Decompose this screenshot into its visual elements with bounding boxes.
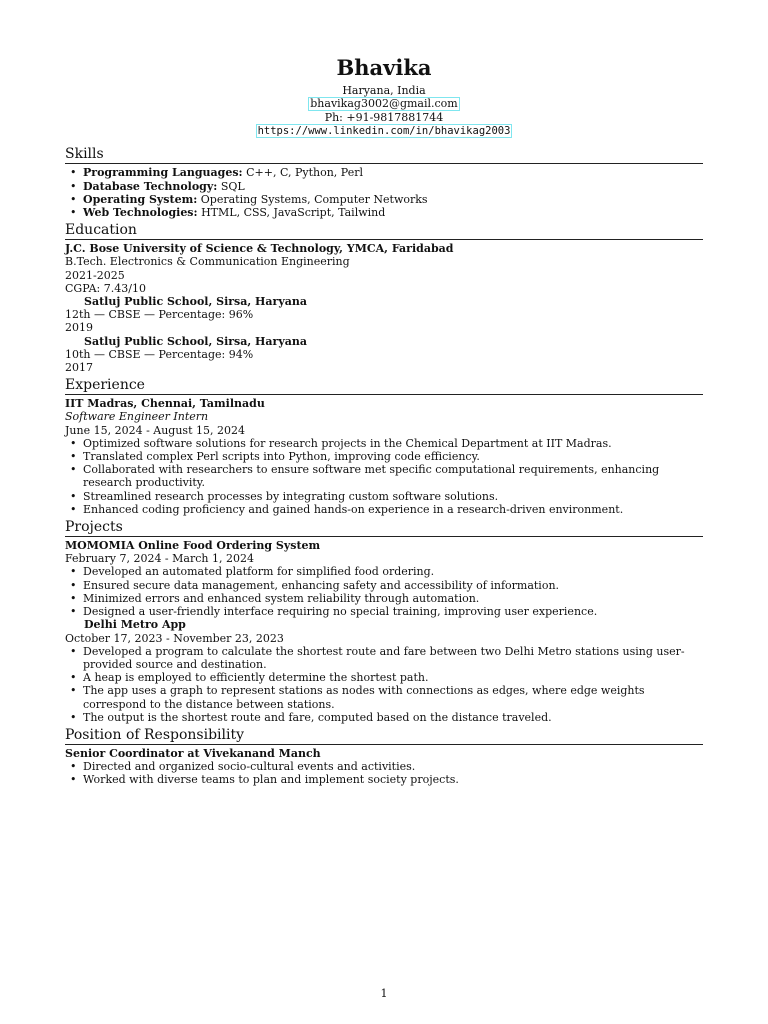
experience-bullets [65,437,703,516]
list-item [65,166,703,179]
degree: B.Tech. Electronics & Communication Engineering [65,255,350,269]
company-name: IIT Madras, Chennai, Tamilnadu [65,397,265,411]
job-role: Software Engineer Intern [65,410,209,424]
linkedin-link[interactable]: https://www.linkedin.com/in/bhavikag2003 [257,125,511,138]
job-dates: June 15, 2024 - August 15, 2024 [65,423,245,437]
skill-value: Operating Systems, Computer Networks [197,192,428,206]
responsibility-bullets [65,760,703,786]
responsibility-role: Senior Coordinator at Vivekanand Manch [65,746,321,760]
list-item: • Minimized errors and enhanced system reliability through automation. [65,592,703,605]
list-item [65,193,703,206]
skill-label: Operating System: [83,192,198,206]
page-number: 1 [380,987,388,1000]
project-bullets [65,565,703,618]
education-entry [65,335,703,375]
list-item: • The app uses a graph to represent stations as nodes with connections as edges, where edge weights correspond to the distance between stations. [65,684,703,710]
skill-label: Web Technologies: [83,206,198,220]
skills-list [65,166,703,219]
skill-value: HTML, CSS, JavaScript, Tailwind [197,206,386,220]
email-link[interactable]: bhavikag3002@gmail.com [310,97,458,111]
list-item: • Translated complex Perl scripts into Python, improving code efficiency. [65,450,703,463]
skill-label: Programming Languages: [83,166,243,180]
skill-value: C++, C, Python, Perl [242,166,363,180]
list-item: • Streamlined research processes by integrating custom software solutions. [65,490,703,503]
experience-heading: Experience [65,377,703,395]
skill-label: Database Technology: [83,179,218,193]
years: 2021-2025 [65,268,125,282]
cgpa: CGPA: 7.43/10 [65,281,146,295]
project-dates: October 17, 2023 - November 23, 2023 [65,631,284,645]
skill-value: SQL [217,179,245,193]
phone: Ph: +91-9817881744 [324,111,444,125]
list-item: • Optimized software solutions for research projects in the Chemical Department at IIT Madras. [65,437,703,450]
list-item [65,180,703,193]
resume-body [65,56,703,787]
list-item: • Developed a program to calculate the shortest route and fare between two Delhi Metro stations using user-provided source and destination. [65,645,703,671]
grade: 10th — CBSE — Percentage: 94% [65,347,254,361]
list-item: • Collaborated with researchers to ensure software met specific computational requirements, enhancing research productivity. [65,463,703,489]
list-item: • The output is the shortest route and fare, computed based on the distance traveled. [65,711,703,724]
list-item: • Enhanced coding proficiency and gained hands-on experience in a research-driven environment. [65,503,703,516]
education-heading: Education [65,222,703,240]
header [65,56,703,138]
project-bullets [65,645,703,724]
school-name: Satluj Public School, Sirsa, Haryana [84,295,307,309]
responsibility-heading: Position of Responsibility [65,727,703,745]
list-item: • A heap is employed to efficiently determine the shortest path. [65,671,703,684]
project-name: MOMOMIA Online Food Ordering System [65,539,321,553]
education-entry [65,295,703,335]
candidate-name: Bhavika [336,55,432,80]
skills-heading: Skills [65,146,703,164]
school-name: Satluj Public School, Sirsa, Haryana [84,334,307,348]
list-item: • Ensured secure data management, enhancing safety and accessibility of information. [65,579,703,592]
projects-heading: Projects [65,519,703,537]
education-entry [65,242,703,295]
list-item: • Developed an automated platform for simplified food ordering. [65,565,703,578]
location: Haryana, India [342,84,426,97]
project-name: Delhi Metro App [84,618,186,632]
list-item: • Directed and organized socio-cultural events and activities. [65,760,703,773]
year: 2019 [65,321,93,335]
project-dates: February 7, 2024 - March 1, 2024 [65,552,254,566]
list-item: • Worked with diverse teams to plan and implement society projects. [65,773,703,786]
year: 2017 [65,361,93,375]
list-item [65,206,703,219]
school-name: J.C. Bose University of Science & Technology, YMCA, Faridabad [65,242,454,256]
list-item: • Designed a user-friendly interface requiring no special training, improving user experience. [65,605,703,618]
grade: 12th — CBSE — Percentage: 96% [65,308,254,322]
